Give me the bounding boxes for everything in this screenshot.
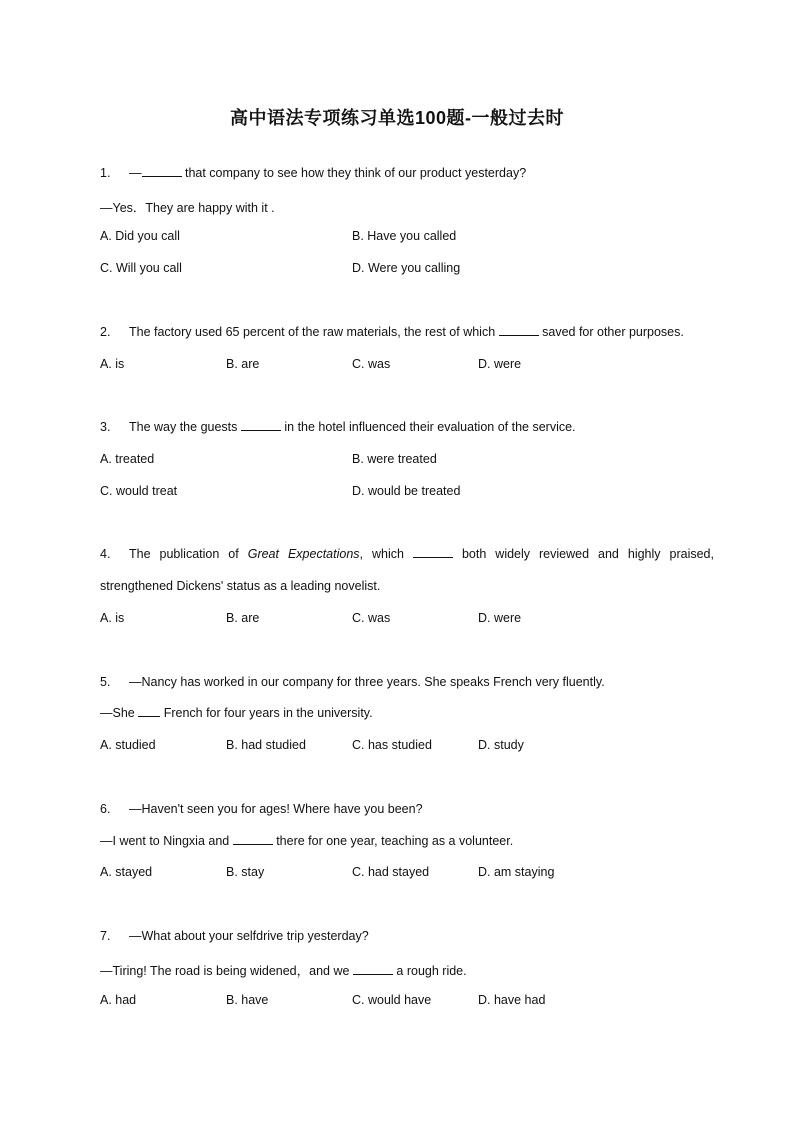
option-d: D. Were you calling (352, 261, 461, 275)
option-a: A. studied (100, 738, 156, 752)
option-d: D. am staying (478, 865, 555, 879)
question-7-reply: —Tiring! The road is being widened，and we a rough ride. (100, 964, 467, 978)
question-number: 1. (100, 166, 111, 180)
option-a: A. is (100, 611, 125, 625)
option-b: B. Have you called (352, 229, 457, 243)
book-title: Great Expectations (247, 547, 360, 561)
option-c: C. Will you call (100, 261, 182, 275)
question-number: 3. (100, 420, 111, 434)
option-d: D. were (478, 611, 522, 625)
question-4-stem-continued: strengthened Dickens' status as a leading novelist. (100, 579, 381, 593)
answer-blank (138, 706, 160, 717)
option-b: B. stay (226, 865, 265, 879)
option-c: C. has studied (352, 738, 432, 752)
option-c: C. would treat (100, 484, 178, 498)
question-5-reply: —She French for four years in the university. (100, 706, 373, 720)
option-c: C. was (352, 357, 391, 371)
answer-blank (499, 325, 539, 336)
question-6-reply: —I went to Ningxia and there for one year, teaching as a volunteer. (100, 834, 514, 848)
option-b: B. have (226, 993, 269, 1007)
question-1-stem: 1. — that company to see how they think of our product yesterday? (100, 166, 527, 180)
option-b: B. had studied (226, 738, 306, 752)
question-2-stem: 2. The factory used 65 percent of the raw materials, the rest of which saved for other purposes. (100, 325, 684, 339)
answer-blank (233, 834, 273, 845)
option-d: D. have had (478, 993, 546, 1007)
option-a: A. treated (100, 452, 155, 466)
question-number: 5. (100, 675, 111, 689)
question-number: 4. (100, 547, 111, 561)
question-4-stem: 4. The publication of Great Expectations, which both widely reviewed and highly praised, (100, 547, 714, 561)
question-number: 2. (100, 325, 111, 339)
answer-blank (413, 547, 453, 558)
option-b: B. are (226, 357, 260, 371)
option-c: C. had stayed (352, 865, 430, 879)
answer-blank (353, 964, 393, 975)
option-b: B. were treated (352, 452, 437, 466)
option-a: A. stayed (100, 865, 153, 879)
option-b: B. are (226, 611, 260, 625)
question-number: 6. (100, 802, 111, 816)
question-7-stem: 7. —What about your selfdrive trip yesterday? (100, 929, 369, 943)
question-3-stem: 3. The way the guests in the hotel influenced their evaluation of the service. (100, 420, 576, 434)
option-d: D. would be treated (352, 484, 461, 498)
answer-blank (241, 420, 281, 431)
answer-blank (142, 166, 182, 177)
option-a: A. had (100, 993, 137, 1007)
question-5-stem: 5. —Nancy has worked in our company for three years. She speaks French very fluently. (100, 675, 605, 689)
option-c: C. was (352, 611, 391, 625)
option-d: D. were (478, 357, 522, 371)
question-1-reply: —Yes．They are happy with it . (100, 201, 275, 215)
document-title: 高中语法专项练习单选100题-一般过去时 (229, 108, 565, 128)
option-c: C. would have (352, 993, 432, 1007)
question-6-stem: 6. —Haven't seen you for ages! Where have you been? (100, 802, 423, 816)
question-number: 7. (100, 929, 111, 943)
option-d: D. study (478, 738, 524, 752)
option-a: A. is (100, 357, 125, 371)
option-a: A. Did you call (100, 229, 180, 243)
